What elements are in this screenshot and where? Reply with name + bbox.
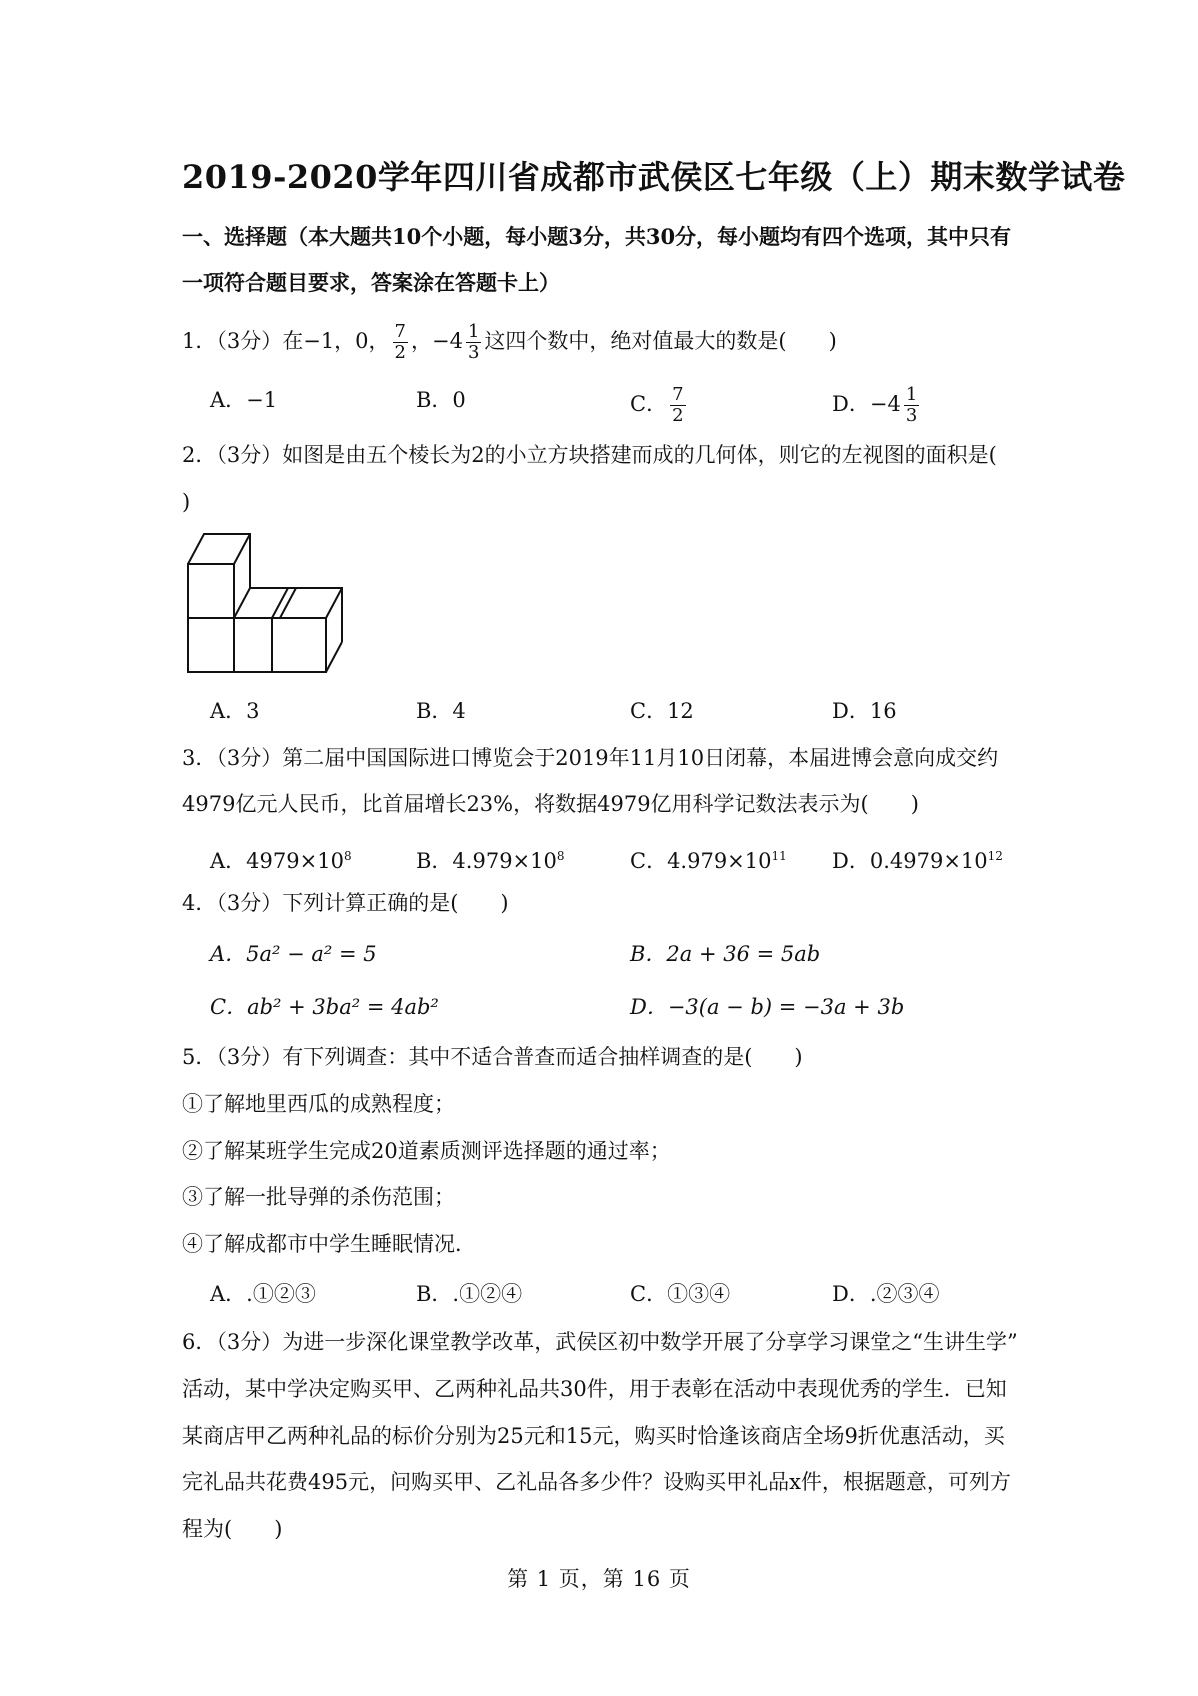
q2-option-b: B．4 <box>416 699 466 723</box>
q4-option-a: A．5a² − a² = 5 <box>210 942 377 966</box>
fraction: $\frac{7}{2}$ <box>394 321 406 363</box>
q2-option-a: A．3 <box>210 699 260 723</box>
q5-option-a: A．.①②③ <box>210 1282 316 1306</box>
q1-option-c: C． $\frac{7}{2}$ <box>630 384 684 426</box>
question-2-line1: 2．（3分）如图是由五个棱长为2的小立方块搭建而成的几何体，则它的左视图的面积是( <box>182 443 997 467</box>
page-footer: 第 1 页，第 16 页 <box>507 1567 691 1591</box>
q5-option-d: D．.②③④ <box>832 1282 940 1306</box>
question-3-line1: 3．（3分）第二届中国国际进口博览会于2019年11月10日闭幕，本届进博会意向成交约 <box>182 746 999 770</box>
q5-item-3: ③了解一批导弹的杀伤范围； <box>182 1185 455 1209</box>
q4-option-d: D．−3(a − b) = −3a + 3b <box>630 995 905 1019</box>
page-title: 2019-2020学年四川省成都市武侯区七年级（上）期末数学试卷 <box>182 158 1126 196</box>
question-6-line5: 程为( ) <box>182 1517 283 1541</box>
q5-option-c: C．①③④ <box>630 1282 731 1306</box>
q5-option-b: B．.①②④ <box>416 1282 523 1306</box>
question-6-line4: 完礼品共花费495元，问购买甲、乙礼品各多少件？设购买甲礼品x件，根据题意，可列方 <box>182 1470 1011 1494</box>
question-4-stem: 4．（3分）下列计算正确的是( ) <box>182 891 509 915</box>
question-1-stem: 1．（3分）在−1，0， $\frac{7}{2}$ ，−4 $\frac{1}{3}$ 这四个数中，绝对值最大的数是( ) <box>182 321 837 363</box>
q3-option-a: A．$4979\times 10^8$ <box>210 849 352 873</box>
q3-option-c: C．$4.979\times 10^{11}$ <box>630 849 787 873</box>
q1-option-b: B．0 <box>416 388 466 412</box>
q2-option-d: D．16 <box>832 699 897 723</box>
q4-option-c: C．ab² + 3ba² = 4ab² <box>210 995 439 1019</box>
question-6-line2: 活动，某中学决定购买甲、乙两种礼品共30件，用于表彰在活动中表现优秀的学生．已知 <box>182 1377 1007 1401</box>
section-heading: 一、选择题（本大题共10个小题，每小题3分，共30分，每小题均有四个选项，其中只有一项符合题目要求，答案涂在答题卡上） <box>182 224 1012 295</box>
q3-option-d: D．$0.4979\times 10^{12}$ <box>832 849 1003 873</box>
q5-item-1: ①了解地里西瓜的成熟程度； <box>182 1092 455 1116</box>
question-2-line2: ) <box>182 490 191 514</box>
cube-figure <box>182 532 352 692</box>
mixed-number: −4 $\frac{1}{3}$ <box>432 321 480 363</box>
q5-item-2: ②了解某班学生完成20道素质测评选择题的通过率； <box>182 1139 671 1163</box>
question-5-stem: 5．（3分）有下列调查：其中不适合普查而适合抽样调查的是( ) <box>182 1045 803 1069</box>
q5-item-4: ④了解成都市中学生睡眠情况． <box>182 1232 476 1256</box>
q3-option-b: B．$4.979\times 10^8$ <box>416 849 565 873</box>
q1-option-d: D．−4 $\frac{1}{3}$ <box>832 384 918 426</box>
question-3-line2: 4979亿元人民币，比首届增长23%，将数据4979亿用科学记数法表示为( ) <box>182 792 919 816</box>
q2-option-c: C．12 <box>630 699 694 723</box>
question-6-line3: 某商店甲乙两种礼品的标价分别为25元和15元，购买时恰逢该商店全场9折优惠活动，买 <box>182 1424 1005 1448</box>
q4-option-b: B．2a + 36 = 5ab <box>630 942 821 966</box>
question-6-line1: 6．（3分）为进一步深化课堂教学改革，武侯区初中数学开展了分享学习课堂之“生讲生学” <box>182 1330 1018 1354</box>
q1-option-a: A．−1 <box>210 388 278 412</box>
